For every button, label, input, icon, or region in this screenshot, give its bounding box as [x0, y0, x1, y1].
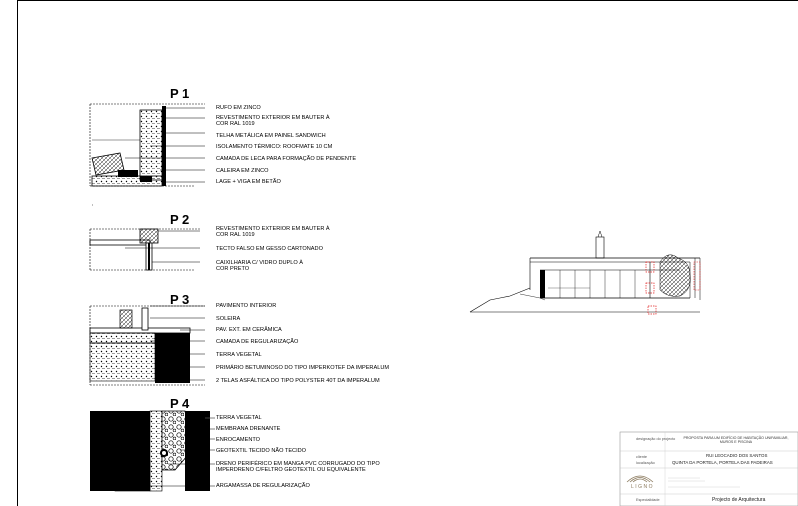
p1-label-leca: CAMADA DE LECA PARA FORMAÇÃO DE PENDENTE	[216, 156, 357, 162]
p3-label-regularizacao: CAMADA DE REGULARIZAÇÃO	[216, 339, 299, 345]
p3-label-terra: TERRA VEGETAL	[216, 352, 262, 358]
tb-especialidade-value: Projecto de Arquitectura	[712, 497, 766, 503]
p2-label-tecto: TECTO FALSO EM GESSO CARTONADO	[216, 246, 323, 252]
detail-p3-drawing	[90, 306, 205, 385]
p1-label-telha: TELHA METÁLICA EM PAINEL SANDWICH	[216, 133, 326, 139]
p3-label-pav-ext: PAV. EXT. EM CERÂMICA	[216, 327, 282, 333]
ligno-logo: LIGNO	[631, 484, 655, 490]
detail-title-p1: P 1	[170, 86, 190, 101]
tb-designacao-value: PROPOSTA PARA UM EDIFÍCIO DE HABITAÇÃO UNIFAMILIAR, MUROS E PISCINA	[683, 436, 789, 445]
p1-label-lage: LAGE + VIGA EM BETÃO	[216, 179, 281, 185]
tb-cliente-value: RUI LEOCADIO DOS SANTOS	[706, 453, 768, 458]
tb-designacao-label: designação do projecto	[636, 437, 676, 441]
p1-label-isolamento: ISOLAMENTO TÉRMICO: ROOFMATE 10 CM	[216, 144, 333, 150]
p2-label-revestimento: REVESTIMENTO EXTERIOR EM BAUTER À COR RAL 1019	[216, 226, 330, 239]
p3-label-soleira: SOLEIRA	[216, 316, 241, 322]
p1-label-rufo: RUFO EM ZINCO	[216, 105, 261, 111]
detail-p2-drawing	[90, 229, 200, 270]
p4-label-terra: TERRA VEGETAL	[216, 415, 262, 421]
p4-label-geotextil: GEOTEXTIL TECIDO NÃO TECIDO	[216, 448, 307, 454]
p3-label-telas: 2 TELAS ASFÁLTICA DO TIPO POLYSTER 40T DA IMPERALUM	[216, 378, 380, 384]
p2-label-caixilharia: CAIXILHARIA C/ VIDRO DUPLO À COR PRETO	[216, 260, 304, 273]
p1-label-caleira: CALEIRA EM ZINCO	[216, 168, 269, 174]
p3-label-primario: PRIMÁRIO BETUMINOSO DO TIPO IMPERKOTEF DA IMPERALUM	[216, 365, 390, 371]
p1-label-revestimento: REVESTIMENTO EXTERIOR EM BAUTER À COR RAL 1019	[216, 115, 330, 128]
detail-title-p4: P 4	[170, 396, 190, 411]
tb-localizacao-label: localização	[636, 461, 655, 465]
p4-label-membrana: MEMBRANA DRENANTE	[216, 426, 281, 432]
detail-title-p2: P 2	[170, 212, 190, 227]
tb-cliente-label: cliente	[636, 455, 647, 459]
tb-localizacao-value: QUINTA DA PORTELA, PORTELA DAS PADEIRAS	[672, 460, 773, 465]
detail-p1-drawing	[90, 104, 205, 205]
tb-especialidade-label: Especialidade	[636, 498, 660, 502]
p4-label-dreno: DRENO PERIFÉRICO EM MANGA PVC CORRUGADO DO TIPO IMPERDRENO C/FELTRO GEOTEXTIL OU EQUIVALENTE	[216, 461, 380, 474]
p4-label-argamassa: ARGAMASSA DE REGULARIZAÇÃO	[216, 483, 310, 489]
building-elevation	[470, 231, 700, 314]
detail-title-p3: P 3	[170, 292, 190, 307]
p4-label-enrocamento: ENROCAMENTO	[216, 437, 261, 443]
p3-label-pavimento: PAVIMENTO INTERIOR	[216, 303, 277, 309]
detail-p4-drawing	[90, 411, 215, 491]
